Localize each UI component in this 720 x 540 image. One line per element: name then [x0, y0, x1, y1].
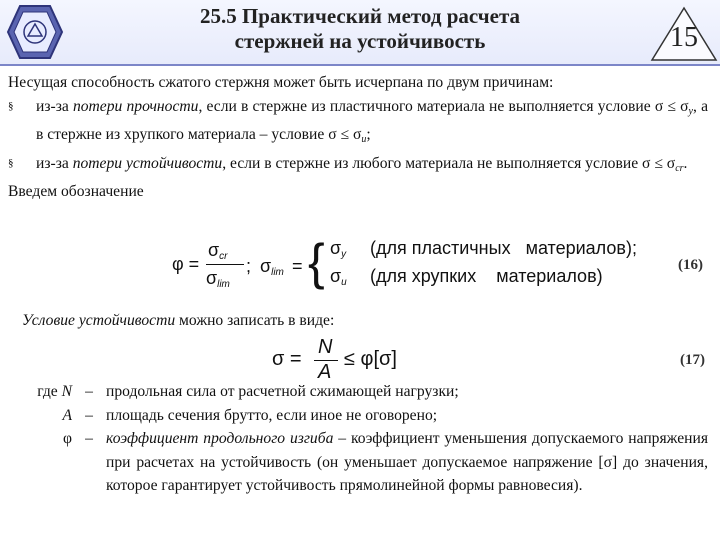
- fraction-numerator: $\sigma_{cr}$: [208, 240, 228, 262]
- buckling-coefficient-term: коэффициент продольного изгиба: [106, 430, 334, 447]
- strength-loss-term: потери прочности: [72, 97, 199, 115]
- denominator-A: A: [318, 361, 332, 383]
- formula-16: [172, 236, 672, 296]
- where-word: где: [37, 383, 58, 400]
- case-2-sigma: $\sigma_u$: [330, 266, 347, 288]
- intro-paragraph: Несущая способность сжатого стержня может быть исчерпана по двум причинам:: [8, 74, 554, 91]
- curly-brace: {: [308, 234, 325, 290]
- case-1-sigma: $\sigma_y$: [330, 238, 347, 260]
- case-2-text: (для хрупких материалов): [370, 266, 603, 286]
- stability-condition-line: Условие устойчивости можно записать в виде:: [22, 312, 335, 329]
- university-emblem-icon: [6, 4, 64, 60]
- less-equal-phi-sigma: ≤ φ[σ]: [344, 348, 397, 370]
- fraction-bar: [206, 264, 244, 265]
- definitions-list: [14, 380, 708, 498]
- page-number: 15: [670, 22, 698, 53]
- title-line-2: стержней на устойчивость: [234, 29, 486, 53]
- sigma-equals: σ =: [272, 348, 302, 370]
- equation-number-16: (16): [678, 257, 703, 273]
- numerator-N: N: [318, 336, 333, 358]
- equation-number-17: (17): [680, 352, 705, 368]
- definition-A: A – площадь сечения брутто, если иное не оговорено;: [62, 406, 438, 424]
- sigma-lim: $\sigma_{lim}$: [260, 256, 284, 278]
- stability-condition-term: Условие устойчивости: [22, 312, 176, 329]
- notation-intro: Введем обозначение: [8, 183, 144, 200]
- stability-loss-term: потери устойчивости: [72, 154, 223, 172]
- bullet-marker: §: [8, 156, 14, 169]
- formula-17: [272, 336, 422, 386]
- phi-equals: φ =: [172, 254, 200, 274]
- definition-phi: φ – коэффициент продольного изгиба – коэффициент уменьшения допускаемого напряжения при расчетах на устойчивость (он уменьшает допускаемое напряжение [σ] до значения, которое гарантирует устойчивость прямолинейной формы равновесия).: [63, 430, 708, 494]
- semicolon: ;: [246, 256, 252, 276]
- slide-header: [0, 0, 720, 66]
- bullet-stability: § из-за потери устойчивости, если в стержне из любого материала не выполняется условие $\sigma \le \sigma_{cr}$.: [8, 152, 708, 181]
- content-body: [8, 71, 708, 204]
- bullet-marker: §: [8, 99, 14, 112]
- slide-title: [110, 4, 610, 54]
- case-1-text: (для пластичных материалов);: [370, 238, 637, 258]
- fraction-denominator: $\sigma_{lim}$: [206, 268, 230, 290]
- bullet-strength: § из-за потери прочности, если в стержне из пластичного материала не выполняется условие $\sigma \le \sigma_y$, а в стержне из хрупкого материала – условие $\sigma \le \sigma_u$;: [8, 95, 708, 152]
- title-line-1: 25.5 Практический метод расчета: [199, 4, 521, 28]
- definition-N: где N – продольная сила от расчетной сжимающей нагрузки;: [37, 383, 459, 400]
- equals-sign: =: [292, 256, 303, 276]
